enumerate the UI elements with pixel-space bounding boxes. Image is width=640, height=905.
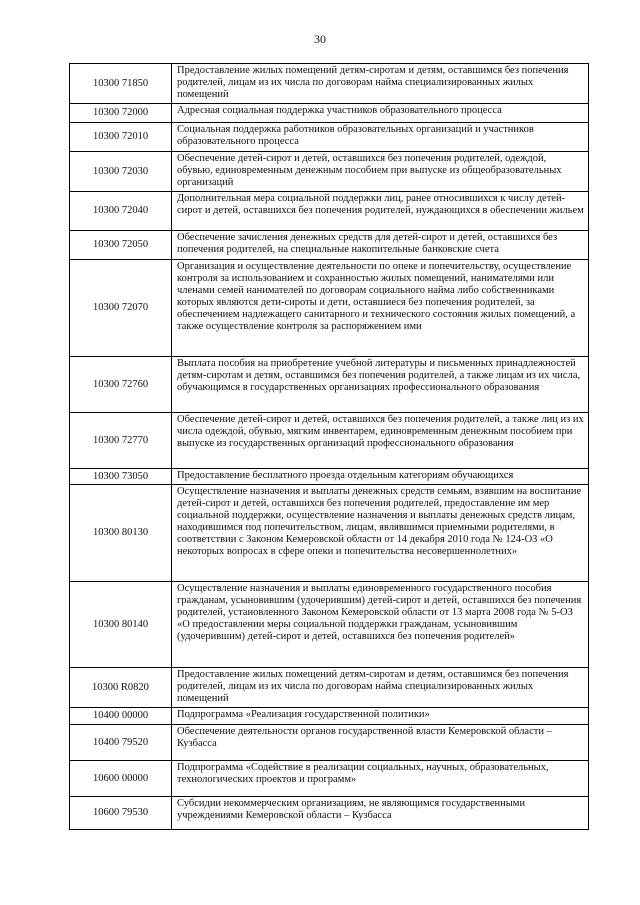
row-description: Дополнительная мера социальной поддержки лиц, ранее относившихся к числу детей-сирот и детей, оставшихся без попечения родителей, нуждающихся в обеспечении жильем bbox=[172, 192, 589, 231]
row-code: 10600 00000 bbox=[70, 761, 172, 797]
row-code: 10300 72770 bbox=[70, 413, 172, 469]
table-row bbox=[70, 192, 589, 231]
row-description: Подпрограмма «Реализация государственной политики» bbox=[172, 708, 589, 725]
row-code: 10300 72030 bbox=[70, 152, 172, 192]
row-code: 10300 80130 bbox=[70, 485, 172, 582]
row-description: Выплата пособия на приобретение учебной литературы и письменных принадлежностей детям-сиротам и детям, оставшимся без попечения родителей, а также лицам из их числа, обучающимся в государственных организациях профессионального образования bbox=[172, 357, 589, 413]
table-row bbox=[70, 64, 589, 104]
row-description: Обеспечение зачисления денежных средств для детей-сирот и детей, оставшихся без попечения родителей, на специальные накопительные банковские счета bbox=[172, 231, 589, 260]
table-row bbox=[70, 260, 589, 357]
table-row bbox=[70, 582, 589, 668]
row-description: Обеспечение деятельности органов государственной власти Кемеровской области – Кузбасса bbox=[172, 725, 589, 761]
row-description: Организация и осуществление деятельности по опеке и попечительству, осуществление контроля за использованием и сохранностью жилых помещений, нанимателями или членами семей нанимателей по договорам социального найма либо собственниками которых являются дети-сироты и дети, оставшиеся без попечения родителей, за обеспечением надлежащего санитарного и технического состояния жилых помещений, а также осуществление контроля за распоряжением ими bbox=[172, 260, 589, 357]
row-code: 10300 72040 bbox=[70, 192, 172, 231]
row-code: 10400 79520 bbox=[70, 725, 172, 761]
row-code: 10300 72010 bbox=[70, 123, 172, 152]
row-description: Социальная поддержка работников образовательных организаций и участников образовательного процесса bbox=[172, 123, 589, 152]
row-code: 10300 72070 bbox=[70, 260, 172, 357]
table-row bbox=[70, 104, 589, 123]
row-code: 10300 73050 bbox=[70, 469, 172, 485]
row-description: Обеспечение детей-сирот и детей, оставшихся без попечения родителей, одеждой, обувью, единовременным денежным пособием при выпуске из общеобразовательных организаций bbox=[172, 152, 589, 192]
table-row bbox=[70, 485, 589, 582]
row-description: Предоставление жилых помещений детям-сиротам и детям, оставшимся без попечения родителей, лицам из их числа по договорам найма специализированных жилых помещений bbox=[172, 668, 589, 708]
row-description: Предоставление жилых помещений детям-сиротам и детям, оставшимся без попечения родителей, лицам из их числа по договорам найма специализированных жилых помещений bbox=[172, 64, 589, 104]
table-row bbox=[70, 357, 589, 413]
table-row bbox=[70, 123, 589, 152]
row-description: Обеспечение детей-сирот и детей, оставшихся без попечения родителей, а также лиц из их числа одеждой, обувью, мягким инвентарем, единовременным денежным пособием при выпуске из государственных организаций профессионального образования bbox=[172, 413, 589, 469]
table-row bbox=[70, 725, 589, 761]
row-code: 10300 R0820 bbox=[70, 668, 172, 708]
row-description: Адресная социальная поддержка участников образовательного процесса bbox=[172, 104, 589, 123]
row-code: 10300 72050 bbox=[70, 231, 172, 260]
row-code: 10300 71850 bbox=[70, 64, 172, 104]
row-code: 10300 72000 bbox=[70, 104, 172, 123]
budget-codes-table bbox=[69, 63, 589, 830]
page-number: 30 bbox=[314, 32, 326, 46]
table-row bbox=[70, 668, 589, 708]
table-row bbox=[70, 152, 589, 192]
table-row bbox=[70, 413, 589, 469]
table-row bbox=[70, 469, 589, 485]
row-description: Предоставление бесплатного проезда отдельным категориям обучающихся bbox=[172, 469, 589, 485]
row-description: Субсидии некоммерческим организациям, не являющимся государственными учреждениями Кемеровской области – Кузбасса bbox=[172, 797, 589, 830]
row-description: Осуществление назначения и выплаты единовременного государственного пособия гражданам, усыновившим (удочерившим) детей-сирот и детей, оставшихся без попечения родителей, установленного Законом Кемеровской области от 13 марта 2008 года № 5-ОЗ «О предоставлении меры социальной поддержки гражданам, усыновившим (удочерившим) детей-сирот и детей, оставшихся без попечения родителей» bbox=[172, 582, 589, 668]
table-row bbox=[70, 708, 589, 725]
row-description: Осуществление назначения и выплаты денежных средств семьям, взявшим на воспитание детей-сирот и детей, оставшихся без попечения родителей, предоставление им мер социальной поддержки, осуществление назначения и выплаты денежных средств лицам, находившимся под попечительством, лицам, являвшимся приемными родителями, в соответствии с Законом Кемеровской области от 14 декабря 2010 года № 124-ОЗ «О некоторых вопросах в сфере опеки и попечительства несовершеннолетних» bbox=[172, 485, 589, 582]
row-code: 10300 80140 bbox=[70, 582, 172, 668]
row-code: 10400 00000 bbox=[70, 708, 172, 725]
row-code: 10600 79530 bbox=[70, 797, 172, 830]
row-description: Подпрограмма «Содействие в реализации социальных, научных, образовательных, технологических проектов и программ» bbox=[172, 761, 589, 797]
row-code: 10300 72760 bbox=[70, 357, 172, 413]
table-row bbox=[70, 797, 589, 830]
table-row bbox=[70, 761, 589, 797]
table-row bbox=[70, 231, 589, 260]
